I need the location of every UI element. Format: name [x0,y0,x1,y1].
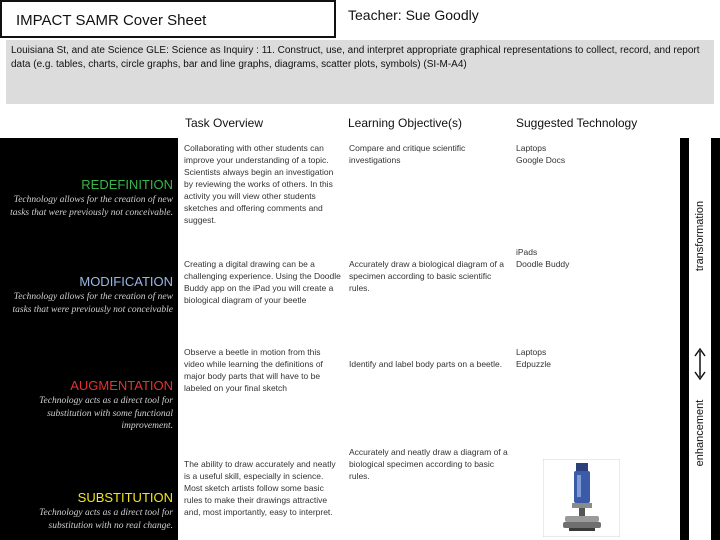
double-arrow-icon [694,347,706,381]
objective-cell: Accurately and neatly draw a diagram of a biological specimen according to basic rules. [349,447,508,481]
level-redefinition [1,177,173,219]
objective-cell: Identify and label body parts on a beetle. [349,359,503,369]
technology-item: Doodle Buddy [516,259,570,269]
technology-cell [516,246,666,270]
level-augmentation-name: AUGMENTATION [70,378,173,393]
teacher-box [338,0,720,38]
header-task-overview: Task Overview [185,116,264,130]
task-cell: Observe a beetle in motion from this video while learning the definitions of major body parts that will have to be labeled on your final sketch [184,347,323,393]
cover-sheet-title: IMPACT SAMR Cover Sheet [16,12,207,29]
task-cell: The ability to draw accurately and neatly is a useful skill, especially in science. Most sketch artists follow some basic rules to make their drawings attractive and, most importantly, easy to interpret. [184,459,336,517]
level-modification [1,274,173,316]
technology-item: Edpuzzle [516,359,551,369]
objective-cell: Compare and critique scientific investigations [349,143,466,165]
header-learning-objectives: Learning Objective(s) [348,116,463,130]
level-substitution-name: SUBSTITUTION [77,490,173,505]
technology-item: Laptops [516,143,547,153]
task-cell: Creating a digital drawing can be a challenging experience. Using the Doodle Buddy app on the iPad you will create a biological diagram of your beetle [184,259,341,305]
level-redefinition-desc: Technology allows for the creation of new tasks that were previously not conceivable. [10,195,173,218]
enhancement-label: enhancement [694,399,706,467]
technology-item: Google Docs [516,155,566,165]
technology-item: iPads [516,247,538,257]
samr-levels-panel [0,138,178,540]
cover-sheet-title-box [0,0,336,38]
scale-strip [689,138,711,540]
objective-cell: Accurately draw a biological diagram of a specimen according to basic scientific rules. [349,259,504,293]
level-redefinition-name: REDEFINITION [81,177,173,192]
task-cell: Collaborating with other students can improve your understanding of a topic. Scientists always begin an investigation by reviewing the works of others. In this activity you will view other students sketches and offering comments and suggest. [184,143,334,225]
gle-standard-text: Louisiana St, and ate Science GLE: Science as Inquiry : 11. Construct, use, and interpret appropriate graphical representations to collect, record, and report data (e.g. tables, charts, circle graphs, bar and line graphs, diagrams, scatter plots, symbols) (SI-M-A4) [6,40,714,104]
header-suggested-technology: Suggested Technology [516,116,638,130]
microscope-image [543,459,620,537]
teacher-name: Teacher: Sue Goodly [348,7,479,23]
transformation-label: transformation [694,200,706,272]
level-modification-desc: Technology allows for the creation of new tasks that were previously not conceivable [12,292,173,315]
technology-item: Laptops [516,347,547,357]
level-augmentation [1,378,173,433]
level-substitution [1,490,173,532]
technology-cell [516,142,666,166]
level-substitution-desc: Technology acts as a direct tool for substitution with no real change. [39,508,173,531]
level-modification-name: MODIFICATION [79,274,173,289]
technology-cell [516,346,666,370]
level-augmentation-desc: Technology acts as a direct tool for substitution with some functional improvement. [39,396,173,431]
